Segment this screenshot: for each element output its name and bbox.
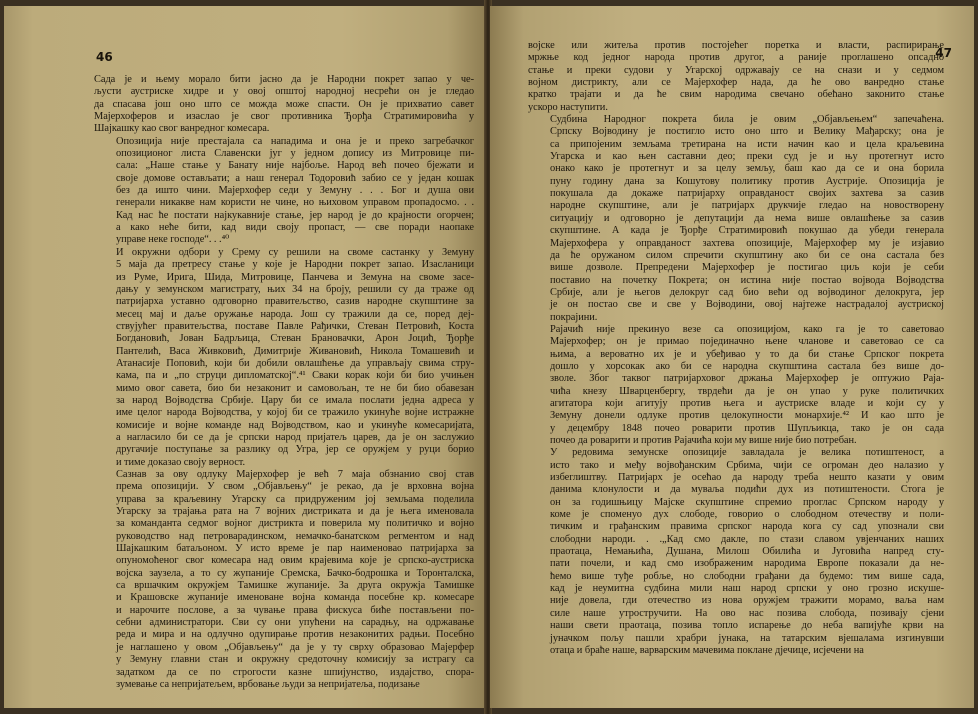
text-line: руководство над петроварадинском, немачко-банатском регментом и над <box>116 530 474 542</box>
paragraph <box>94 74 474 136</box>
left-page <box>4 6 486 708</box>
text-line: више дозволе. Препредени Мајерхофер је постигао циљ који је себи <box>550 262 944 274</box>
text-line: народне скупштине, али је патријарх друкчије гледао на новостворену <box>550 200 944 212</box>
text-line: агитатора који агитују против њега и аустриске владе и који су у <box>550 397 944 409</box>
text-line: Српску Војводину је постигло исто оно што и Велику Мађарску; она је <box>550 126 944 138</box>
text-line: Сада је и њему морало бити јасно да је Народни покрет запао у че- <box>94 74 474 85</box>
text-line: да ће оружаном силом спречити скупштину ако би се она састала без <box>550 249 944 261</box>
text-line: онако како је протегнут и за целу земљу, баш као да се и она борила <box>550 163 944 175</box>
text-line: Атанасије Поповић, који би добили овлашћење да управљају свима стру- <box>116 357 474 369</box>
text-line: војске или житеља против постојећег поретка и власти, распирирање <box>528 40 944 51</box>
paragraph <box>528 40 944 114</box>
paragraph <box>528 114 944 324</box>
text-line: наши свети праотаца, позива топло испарење до неба вапијуће крви на <box>550 620 944 632</box>
text-line: према опозицији. У свом „Објављењу“ је рекао, да је врховна војна <box>116 481 474 493</box>
text-line: Угарску за трајања рата на 7 војних дистриката и да је њега именовала <box>116 506 474 518</box>
text-line: месец мај и даље оружање народа. Још су тражили да се, поред деј- <box>116 308 474 320</box>
text-line: почео да роварити и против Рајачића који му више није био потребан. <box>550 435 857 446</box>
text-line: 5 маја да претресу стање у које је Народни покрет запао. Изасланици <box>116 259 474 271</box>
text-line: У редовима земунске опозиције завладала је велика потиштеност, а <box>550 447 944 459</box>
text-line: није довела, гди отечество из нова оружјем тражити морамо, ваља нам <box>550 595 944 607</box>
text-line: Шајкашку као свог ванредног комесара. <box>94 123 270 135</box>
text-line: име целог народа Војводства, у којој би се тражило укинуће војне истражне <box>116 407 474 419</box>
text-line: кад је неумитна судбина мили наш народ српски у оно грозно искуше- <box>550 583 944 595</box>
text-line: чића кнезу Шварценбергу, тврдећи да је он упао у руке политичких <box>550 385 944 397</box>
text-line: Мајерхофер; он је примао појединачно њене чланове и саветовао се са <box>550 336 944 348</box>
paragraph <box>528 324 944 447</box>
text-line: и тиме доказао своју верност. <box>116 456 246 468</box>
text-line: данима клонулости и да муваља подићи дух из потиштености. Стога је <box>550 484 944 496</box>
text-line: задатком да се по строгости казне шпијунство, издајство, спора- <box>116 666 474 678</box>
text-line: тичким и грађанским правима српског народа кога су сад упознали сви <box>550 521 944 533</box>
text-line: он за годишњицу Мајске скупштине спремио проглас Српском народу у <box>550 496 944 508</box>
text-line: ствујућег правитељства, поставе Павле Рађички, Стеван Петровић, Коста <box>116 320 474 332</box>
text-line: Угарска и као њен саставни део; преки суд је и њу протегнут исто <box>550 151 944 163</box>
text-line: Кад нас ће постати најкукавније стање, јер народ је до крајности огорчен; <box>116 209 474 221</box>
text-line: управе неке господе“. . .⁴⁰ <box>116 234 230 246</box>
text-line: са вршачким окружјем Тамишке жупаније. За друга окружја Тамишке <box>116 580 474 592</box>
text-line: отаца и браће наше, варварским мачевима поклане дјечице, исјечени на <box>550 644 864 656</box>
text-line: у децембру 1848 почео роварити против Шупљикца, тако је он сада <box>550 422 944 434</box>
text-line: зумевање са непријатељем, врбовање људи за непријатеља, подизање <box>116 678 420 690</box>
text-line: је он постао све и све у Војводини, овој најтеже настрадалој аустриској <box>550 299 944 311</box>
text-line: за команданта седмог војног дистрикта и поверила му политичко и војно <box>116 518 474 530</box>
text-line: И окружни одбори у Срему су решили на своме састанку у Земуну <box>116 246 474 258</box>
text-line: пуну годину дана за Кошутову политику против Аустрије. Опозиција је <box>550 175 944 187</box>
text-line: мржње код једног народа против другог, а раније проглашено опсадно <box>528 52 944 64</box>
text-line: са припојеним земљама третирана на исти начин као и цела краљевина <box>550 138 944 150</box>
text-line: зволе. Због таквог патријарховог држања Мајерхофер је оптужио Раја- <box>550 373 944 385</box>
text-line: да спасава још оно што се можда може спасти. Он је прихватио савет <box>94 98 474 110</box>
paragraph <box>528 447 944 657</box>
text-line: ускоро наступити. <box>528 101 608 113</box>
right-page-body <box>528 40 944 657</box>
text-line: ситуацију и одговорно је депутацији да нема више овлашћење за сазив <box>550 212 944 224</box>
text-line: скупштине. А када је Ђорђе Стратимировић покушао да убеди генерала <box>550 225 944 237</box>
text-line: без да ишто чини. Мајерхофер седи у Земуну . . . Бог и душа ови <box>116 185 474 197</box>
text-line: покушала да докаже патријарху оправданост својих захтева за сазив <box>550 188 944 200</box>
text-line: и нарочите послове, а за чување права фискуса биће постављени по- <box>116 604 474 616</box>
text-line: мимо овог савета, био би незаконит и самовољан, те не би био обавезан <box>116 382 474 394</box>
text-line: Пантелић, Васа Живковић, Димитрије Живановић, Никола Томашевић и <box>116 345 474 357</box>
text-line: из Руме, Ирига, Шида, Митровице, Панчева и Земуна на своме засе- <box>116 271 474 283</box>
page-number: 47 <box>935 46 952 60</box>
text-line: патријарха уставно одговорно правитељство, сазив народне скупштине за <box>116 296 474 308</box>
text-line: Опозиција није престајала са нападима и она је и преко загребачког <box>116 135 474 147</box>
text-line: Богдановић, Јован Бадрљица, Стеван Брановачки, Арон Јоцић, Ђорђе <box>116 333 474 345</box>
text-line: комисије и војне команде над Војводством, као и укинуће комесаријата, <box>116 419 474 431</box>
text-line: опозиционог листа Славенски југ у једном допису из Митровице пи- <box>116 148 474 160</box>
text-line: Земуну донели одлуке против целокупности монархије.⁴² И као што је <box>550 410 944 422</box>
text-line: опуномоћеног свог комесара над овим крајевима које је српско-аустриска <box>116 555 474 567</box>
text-line: стање и преки судови у Угарској одржавају се на снази и у седмом <box>528 64 944 76</box>
text-line: силе наше утростручити. На ово нас позива слобода, позивају сјени <box>550 607 944 619</box>
text-line: дошло у хорсокак ако би се народна скупштина састала без више до- <box>550 360 944 372</box>
text-line: Мајерхоферов и изаслао је свог противника Ђорђа Стратимировића у <box>94 111 474 123</box>
text-line: јуначком пољу пашли храбри јунака, на татарским вјешалама изгинувши <box>550 632 944 644</box>
text-line: Шајкашким батаљоном. У исто време је пар наименовао патријарха за <box>116 543 474 555</box>
text-line: љусти аустриске хидре и у овој општој народној несрећи он је гледао <box>94 86 474 98</box>
text-line: војном дистрикту, али се Мајерхофер нада, да ће ово ванредно стање <box>528 77 944 89</box>
text-line: за народ Војводства Србије. Цару би се имала послати једна адреса у <box>116 394 474 406</box>
text-line: Србије, али је његов делокруг сад био већи од војводиног делокруга, јер <box>550 286 944 298</box>
text-line: кама, па и „по струци дипломатској“.⁴¹ Сваки корак који би био учињен <box>116 370 474 382</box>
text-line: пати почели, и кад смо изображеним народима Европе показали да не- <box>550 558 944 570</box>
text-line: ћемо више туђе робље, но слободни грађани да будемо: тим више сада, <box>550 570 944 582</box>
text-line: је наглашено у овом „Објављењу“ да је у ту сврху образовао Мајерфер <box>116 641 474 653</box>
text-line: своје домове остављати; а наш генерал Тодоровић забио се у један кошак <box>116 172 474 184</box>
text-line: генерали никакве нам користи не чине, но њиховом управом пропадосмо. . . <box>116 197 474 209</box>
text-line: покрајини. <box>550 311 598 323</box>
text-line: и Крашовске жупаније именоване војна команда посебне кр. комесаре <box>116 592 474 604</box>
left-page-body <box>94 74 474 691</box>
text-line: дању у земунском магистрату, њих 34 на броју, решили су да траже од <box>116 283 474 295</box>
text-line: а како неће бити, кад види своју пропаст, — све поради наопаке <box>116 222 474 234</box>
text-line: управа за краљевину Угарску са придруженим јој земљама поделила <box>116 493 474 505</box>
text-line: избеглиштву. Патријарх је осећао да народу треба нешто казати у овим <box>550 472 944 484</box>
text-line: Судбина Народног покрета била је овим „Објављењем“ запечаћена. <box>550 114 944 126</box>
text-line: сала: „Наше стање у Банату није најбоље. Народ већ почео бјежати и <box>116 160 474 172</box>
text-line: себни администратори. Сви су они упућени на сарадњу, на одржавање <box>116 617 474 629</box>
text-line: њима, а вероватно их је и убеђивао у то да би стање Српског покрета <box>550 348 944 360</box>
text-line: реда и мира и на одлучно одупирање против незаконитих радњи. Посебно <box>116 629 474 641</box>
text-line: другачије поступање за разлику од Угра, јер се оружјем у руци борио <box>116 444 474 456</box>
text-line: кратко трајати и да ће свим народима свечано обећано законито стање <box>528 89 944 101</box>
text-line: поставио на почетку Покрета; он истина није постао војвода Војводства <box>550 274 944 286</box>
text-line: исто тако и међу војвођанским Србима, чији се огроман део налазио у <box>550 459 944 471</box>
text-line: Рајачић није прекинуо везе са опозицијом, како га је то саветовао <box>550 323 944 335</box>
paragraph <box>94 136 474 247</box>
text-line: праотаца, Немањића, Душана, Милош Обилића и Југовића напред сту- <box>550 546 944 558</box>
text-line: коме је споменуо дух слободе, говорио о слободном отечеству и поли- <box>550 509 944 521</box>
text-line: Сазнав за ову одлуку Мајерхофер је већ 7 маја обзнанио свој став <box>116 469 474 480</box>
paragraph <box>94 469 474 691</box>
paragraph <box>94 247 474 469</box>
text-line: а нагласило би се да је српски народ пријатељ царев, да је он заслужио <box>116 431 474 443</box>
text-line: слободни народи. . .„Кад смо дакле, по стази славом увјенчаних наших <box>550 533 944 545</box>
text-line: у Земуну главни стан и окружну средоточну комисију за истрагу са <box>116 654 474 666</box>
text-line: војска заузела, а то су жупаније Сремска, Бачко-бодрошка и Торонталска, <box>116 567 474 579</box>
text-line: Мајерхофера у оправданост захтева опозиције, Мајерхофер му је изјавио <box>550 237 944 249</box>
page-number: 46 <box>96 50 113 64</box>
right-page <box>490 6 974 708</box>
